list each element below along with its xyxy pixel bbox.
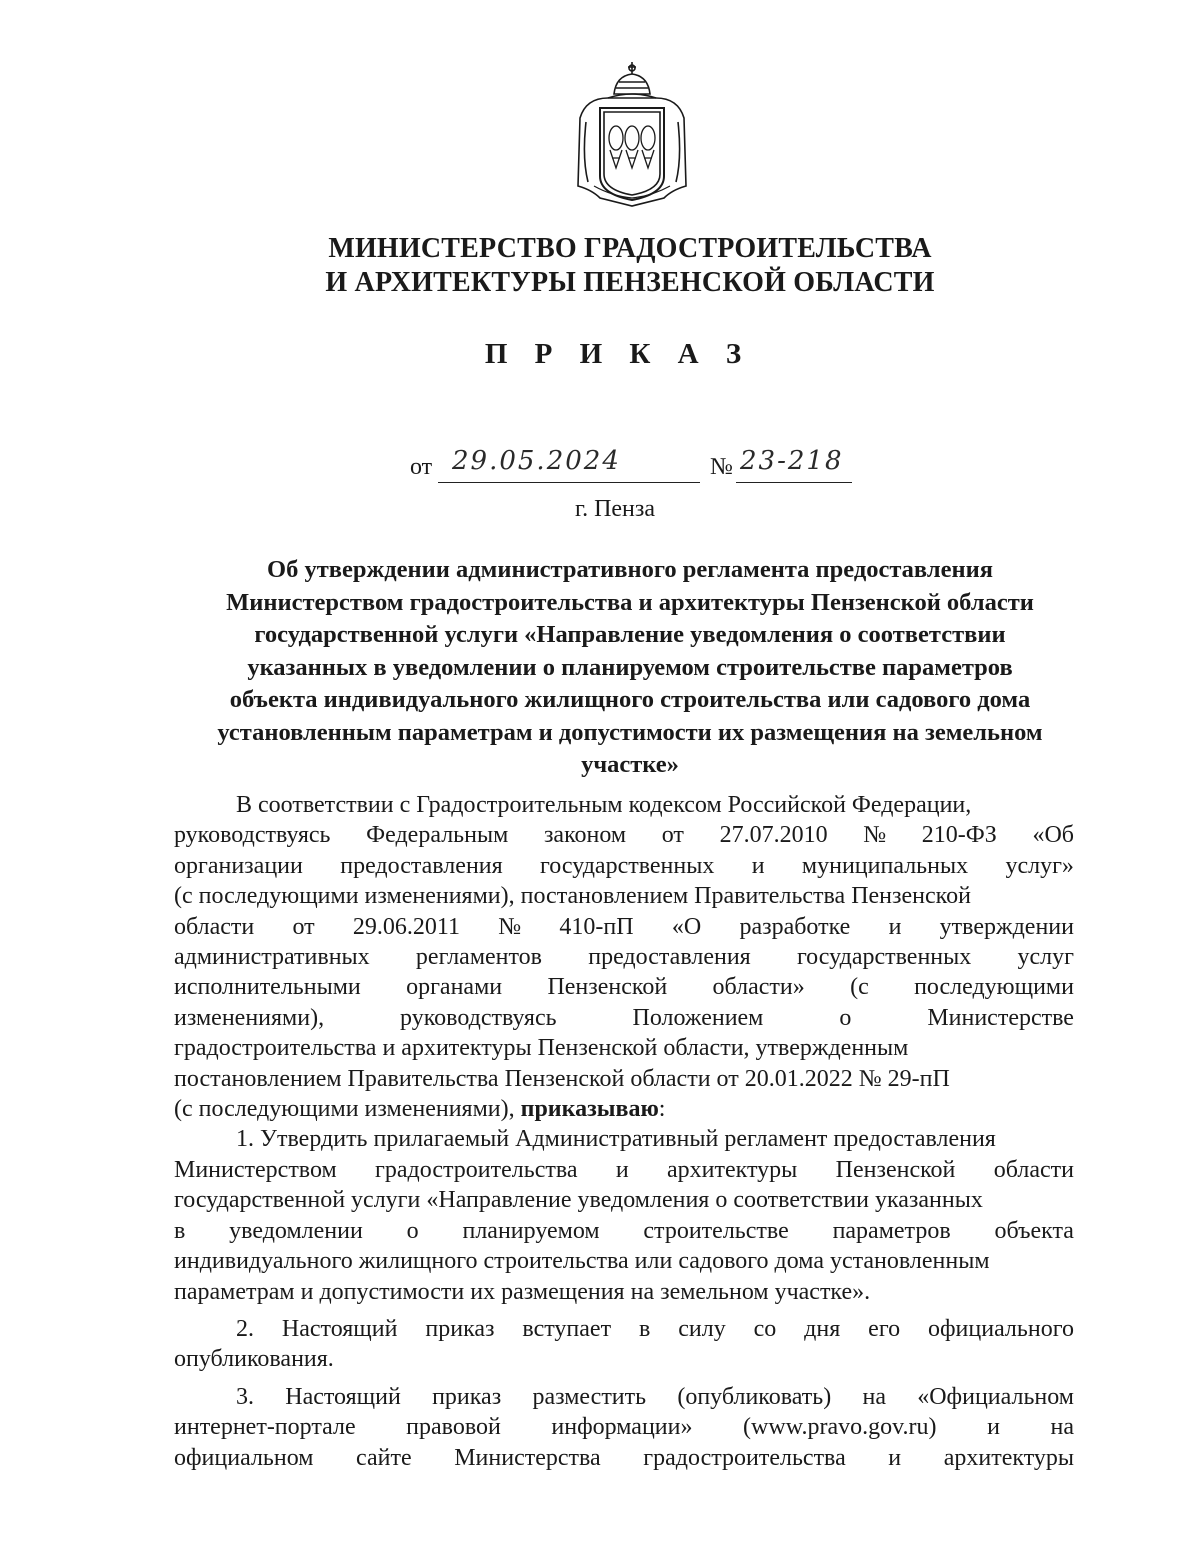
body-word: на	[1050, 1414, 1074, 1441]
body-word: официального	[927, 1315, 1074, 1342]
body-word: информации»	[551, 1414, 693, 1441]
title-line: Об утверждении административного регламента предоставления	[267, 556, 993, 583]
order-item-1	[174, 1124, 1074, 1306]
body-word: и	[987, 1414, 1000, 1441]
body-word: Министерства	[454, 1444, 601, 1471]
body-word: последующими	[914, 974, 1074, 1001]
body-word: приказ	[425, 1315, 495, 1342]
body-word: и	[751, 852, 765, 879]
body-line: 1. Утвердить прилагаемый Административный регламент предоставления	[236, 1126, 996, 1153]
body-word: предоставления	[588, 944, 751, 971]
body-word: его	[868, 1315, 901, 1342]
body-word: строительстве	[643, 1217, 789, 1244]
body-word: №	[498, 913, 522, 940]
title-line: государственной услуги «Направление уведомления о соответствии	[254, 621, 1006, 648]
body-word: изменениями),	[174, 1004, 325, 1031]
body-line: индивидуального жилищного строительства или садового дома установленным	[174, 1248, 990, 1275]
body-word: области	[993, 1156, 1074, 1183]
body-word: муниципальных	[801, 852, 969, 879]
body-word: 29.06.2011	[352, 913, 461, 940]
body-word: и	[888, 1444, 902, 1471]
body-line	[174, 1412, 1074, 1442]
body-word: 410-пП	[559, 913, 634, 940]
body-word: силу	[678, 1315, 726, 1342]
body-line	[174, 912, 1074, 942]
body-word: органами	[406, 974, 503, 1001]
body-word: «Официальном	[917, 1383, 1074, 1410]
body-word: о	[839, 1004, 852, 1031]
body-word: услуг	[1017, 944, 1074, 971]
body-line	[174, 851, 1074, 881]
document-body	[174, 790, 1074, 1473]
title-line: указанных в уведомлении о планируемом строительстве параметров	[247, 653, 1013, 681]
body-word: от	[661, 822, 684, 849]
body-word: уведомлении	[229, 1217, 363, 1244]
body-word: в	[638, 1315, 651, 1342]
body-word: области	[174, 913, 255, 940]
body-word: (www.pravo.gov.ru)	[743, 1414, 937, 1441]
body-word: государственных	[796, 944, 972, 971]
body-line	[174, 1443, 1074, 1473]
body-word: на	[862, 1383, 886, 1410]
preamble-paragraph	[174, 790, 1074, 1124]
body-line: опубликования.	[174, 1346, 334, 1373]
penza-region-coat-of-arms-icon	[572, 58, 692, 210]
body-word: Министерством	[174, 1156, 337, 1183]
date-underline	[438, 482, 700, 483]
body-line	[174, 942, 1074, 972]
body-line	[174, 1216, 1074, 1246]
body-text: (с последующими изменениями),	[174, 1096, 521, 1123]
body-word: 27.07.2010	[719, 822, 828, 849]
body-line: параметрам и допустимости их размещения на земельном участке».	[174, 1278, 871, 1305]
ministry-name-line-2: И АРХИТЕКТУРЫ ПЕНЗЕНСКОЙ ОБЛАСТИ	[325, 267, 935, 298]
body-word: исполнительными	[174, 974, 361, 1001]
body-word: (опубликовать)	[677, 1383, 832, 1410]
body-word: объекта	[994, 1217, 1074, 1244]
city-label: г. Пенза	[574, 496, 656, 522]
body-word: «О	[671, 913, 702, 940]
title-line: объекта индивидуального жилищного строительства или садового дома	[229, 686, 1031, 713]
body-word: приказ	[432, 1383, 502, 1410]
body-word: градостроительства	[375, 1156, 578, 1183]
body-word: руководствуясь	[400, 1004, 557, 1031]
body-word: Пензенской	[547, 974, 668, 1001]
number-label: №	[710, 454, 733, 480]
body-word: официальном	[174, 1444, 314, 1471]
order-keyword: приказываю	[520, 1096, 659, 1123]
order-item-3	[174, 1382, 1074, 1473]
body-word: правовой	[406, 1414, 501, 1441]
body-word: «Об	[1032, 822, 1074, 849]
body-word: от	[292, 913, 315, 940]
body-word: регламентов	[415, 944, 543, 971]
body-line	[174, 1094, 1074, 1124]
order-item-2	[174, 1314, 1074, 1375]
ministry-name-line-1: МИНИСТЕРСТВО ГРАДОСТРОИТЕЛЬСТВА	[328, 233, 932, 264]
body-word: вступает	[522, 1315, 612, 1342]
body-word: интернет-портале	[174, 1414, 356, 1441]
body-word: и	[615, 1156, 629, 1183]
body-word: организации	[174, 852, 303, 879]
body-line: градостроительства и архитектуры Пензенской области, утвержденным	[174, 1035, 909, 1062]
body-word: о	[406, 1217, 419, 1244]
body-line	[174, 820, 1074, 850]
date-number-line	[410, 446, 880, 486]
body-word: 3.	[236, 1383, 254, 1410]
body-word: Пензенской	[835, 1156, 956, 1183]
body-word: области»	[712, 974, 805, 1001]
document-title	[170, 554, 1090, 782]
number-underline	[736, 482, 852, 483]
body-word: Министерстве	[927, 1004, 1074, 1031]
body-word: со	[753, 1315, 777, 1342]
body-word: 2.	[236, 1315, 254, 1342]
body-word: разместить	[532, 1383, 647, 1410]
body-word: архитектуры	[667, 1156, 798, 1183]
body-line	[174, 1155, 1074, 1185]
body-word: и	[888, 913, 902, 940]
body-word: №	[863, 822, 887, 849]
body-word: утверждении	[939, 913, 1074, 940]
body-word: государственных	[540, 852, 715, 879]
ministry-name	[260, 232, 1000, 300]
body-text: :	[658, 1096, 666, 1123]
body-word: градостроительства	[643, 1444, 846, 1471]
body-word: услуг»	[1005, 852, 1074, 879]
body-word: административных	[174, 944, 370, 971]
title-line: Министерством градостроительства и архитектуры Пензенской области	[226, 588, 1034, 616]
body-word: дня	[804, 1315, 841, 1342]
date-from-label: от	[410, 454, 433, 480]
body-word: в	[174, 1217, 186, 1244]
body-word: законом	[543, 822, 627, 849]
body-word: параметров	[832, 1217, 951, 1244]
body-line	[174, 1314, 1074, 1344]
body-word: планируемом	[462, 1217, 600, 1244]
body-word: 210-ФЗ	[921, 822, 997, 849]
body-word: сайте	[356, 1444, 412, 1471]
body-word: Положением	[632, 1004, 764, 1031]
body-word: (с	[850, 974, 869, 1001]
body-line: государственной услуги «Направление уведомления о соответствии указанных	[174, 1187, 983, 1214]
body-word: Настоящий	[285, 1383, 401, 1410]
body-line	[174, 1382, 1074, 1412]
body-word: предоставления	[340, 852, 503, 879]
body-line: постановлением Правительства Пензенской области от 20.01.2022 № 29-пП	[174, 1065, 950, 1092]
body-line: (с последующими изменениями), постановлением Правительства Пензенской	[174, 883, 971, 910]
body-word: руководствуясь	[174, 822, 331, 849]
body-line	[174, 972, 1074, 1002]
body-line	[174, 1003, 1074, 1033]
handwritten-number: 23-218	[740, 446, 844, 476]
document-type-heading: П Р И К А З	[484, 338, 752, 370]
body-word: Настоящий	[281, 1315, 398, 1342]
title-line: участке»	[581, 751, 679, 778]
body-word: архитектуры	[943, 1444, 1074, 1471]
body-line: В соответствии с Градостроительным кодексом Российской Федерации,	[236, 792, 972, 818]
handwritten-date: 29.05.2024	[452, 446, 621, 476]
title-line: установленным параметрам и допустимости их размещения на земельном	[217, 718, 1043, 746]
body-word: Федеральным	[366, 822, 509, 849]
body-word: разработке	[739, 913, 851, 940]
